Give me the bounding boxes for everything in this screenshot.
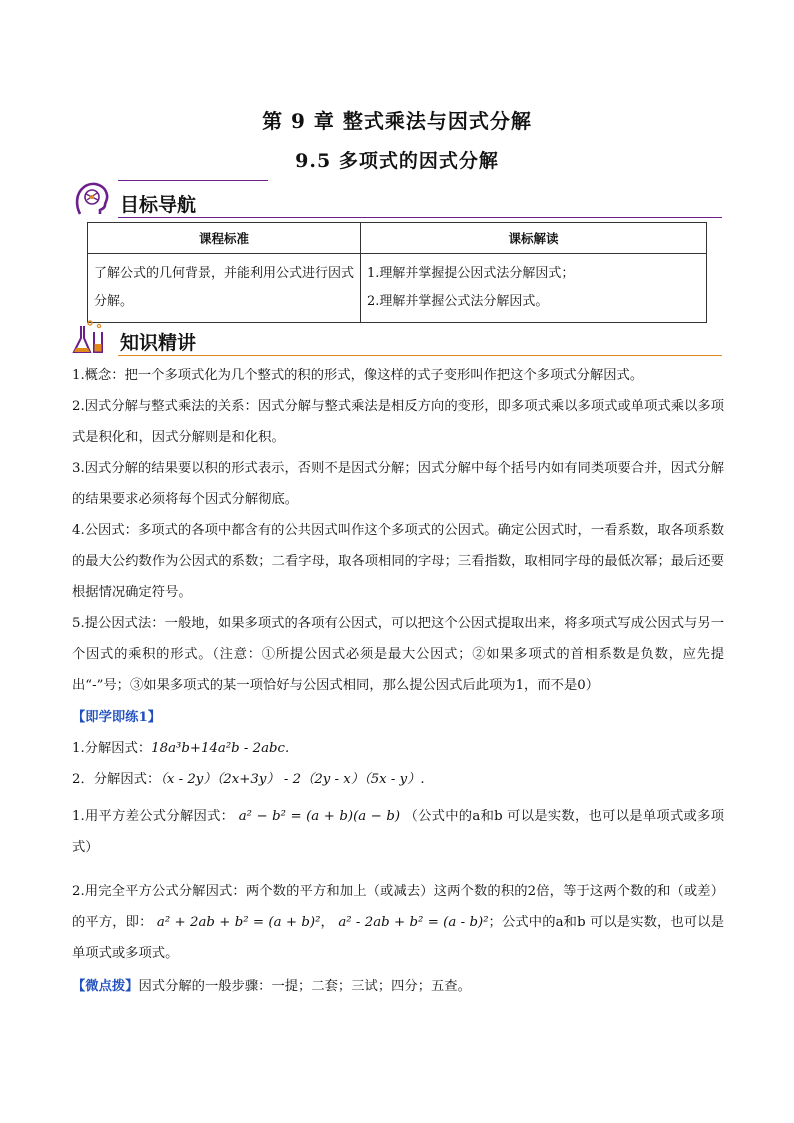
question-expression: （x - 2y）（2x+3y） - 2（2y - x）（5x - y）. bbox=[160, 772, 425, 787]
knowledge-item: 3.因式分解的结果要以积的形式表示，否则不是因式分解；因式分解中每个括号内如有同类项要合并，因式分解的结果要求必须将每个因式分解彻底。 bbox=[72, 461, 724, 507]
table-cell-interpretation bbox=[361, 254, 707, 323]
brain-head-icon bbox=[72, 180, 112, 220]
table-header-standard: 课程标准 bbox=[88, 223, 361, 254]
interpretation-line: 2.理解并掌握公式法分解因式。 bbox=[367, 294, 549, 309]
lab-flask-icon bbox=[72, 318, 112, 358]
tip-tag: 【微点拨】 bbox=[72, 979, 139, 994]
practice-tag: 【即学即练1】 bbox=[72, 710, 162, 725]
section-heading-label: 知识精讲 bbox=[120, 332, 197, 354]
knowledge-item: 2.因式分解与整式乘法的关系：因式分解与整式乘法是相反方向的变形，即多项式乘以多项式或单项式乘以多项式是积化和，因式分解则是和化积。 bbox=[72, 399, 724, 445]
formula-note: ；公式中的a和b 可以是实数，也可以是单项式或多项式。 bbox=[72, 915, 725, 961]
practice-question bbox=[72, 764, 724, 795]
formula-prefix: 1.用平方差公式分解因式： bbox=[72, 809, 235, 824]
table-header-row bbox=[88, 223, 707, 254]
formula-perfect-square: 2.用完全平方公式分解因式：两个数的平方和加上（或减去）这两个数的积的2倍，等于这两个数的和（或差）的平方，即： a² + 2ab + b² = (a + b)²， a² - 2ab + b² = (a - b)²；公式中的a和b 可以是实数，也可以是单项式或多项式。 bbox=[72, 884, 725, 961]
formula-expression: a² + 2ab + b² = (a + b)² bbox=[156, 915, 321, 930]
standards-table bbox=[87, 222, 707, 323]
knowledge-item: 1.概念：把一个多项式化为几个整式的积的形式，像这样的式子变形叫作把这个多项式分解因式。 bbox=[72, 368, 644, 383]
question-prefix: 1.分解因式： bbox=[72, 741, 152, 756]
heading-bottom-rule bbox=[118, 355, 722, 356]
table-cell-standard: 了解公式的几何背景，并能利用公式进行因式分解。 bbox=[88, 254, 361, 323]
formula-expression: a² − b² = (a + b)(a − b) bbox=[238, 809, 401, 824]
section-title: 9.5 多项式的因式分解 bbox=[295, 150, 499, 172]
heading-top-rule bbox=[118, 180, 268, 181]
question-expression: 18a³b+14a²b - 2abc. bbox=[151, 741, 290, 756]
tip-text: 因式分解的一般步骤：一提；二套；三试；四分；五查。 bbox=[138, 979, 471, 994]
table-row bbox=[88, 254, 707, 323]
heading-bottom-rule bbox=[118, 217, 722, 218]
practice-label bbox=[72, 702, 724, 733]
knowledge-item: 5.提公因式法：一般地，如果多项式的各项有公因式，可以把这个公因式提取出来，将多项式写成公因式与另一个因式的乘积的形式。（注意：①所提公因式必须是最大公因式；②如果多项式的首相系数是负数，应先提出“-”号；③如果多项式的某一项恰好与公因式相同，那么提公因式后此项为1，而不是0） bbox=[72, 616, 724, 693]
formula-difference-of-squares bbox=[72, 801, 724, 863]
interpretation-line: 1.理解并掌握提公因式法分解因式； bbox=[367, 266, 575, 281]
section-heading-knowledge bbox=[72, 318, 722, 358]
formula-note: （公式中的a和b 可以是实数，也可以是单项式或多项式） bbox=[72, 809, 724, 855]
formula-expression: a² - 2ab + b² = (a - b)² bbox=[338, 915, 489, 930]
knowledge-item: 4.公因式：多项式的各项中都含有的公共因式叫作这个多项式的公因式。确定公因式时，一看系数，取各项系数的最大公约数作为公因式的系数；二看字母，取各项相同的字母；三看指数，取相同字母的最低次幂；最后还要根据情况确定符号。 bbox=[72, 523, 724, 600]
tip bbox=[72, 971, 724, 1002]
chapter-title: 第 9 章 整式乘法与因式分解 bbox=[262, 109, 532, 133]
practice-question bbox=[72, 733, 724, 764]
question-prefix: 2．分解因式： bbox=[72, 772, 161, 787]
formula-text: 2.用完全平方公式分解因式：两个数的平方和加上（或减去）这两个数的积的2倍，等于这两个数的和（或差）的平方，即： bbox=[72, 884, 724, 930]
section-heading-goals bbox=[72, 180, 722, 220]
section-heading-label: 目标导航 bbox=[120, 194, 197, 216]
table-header-interpretation: 课标解读 bbox=[361, 223, 707, 254]
